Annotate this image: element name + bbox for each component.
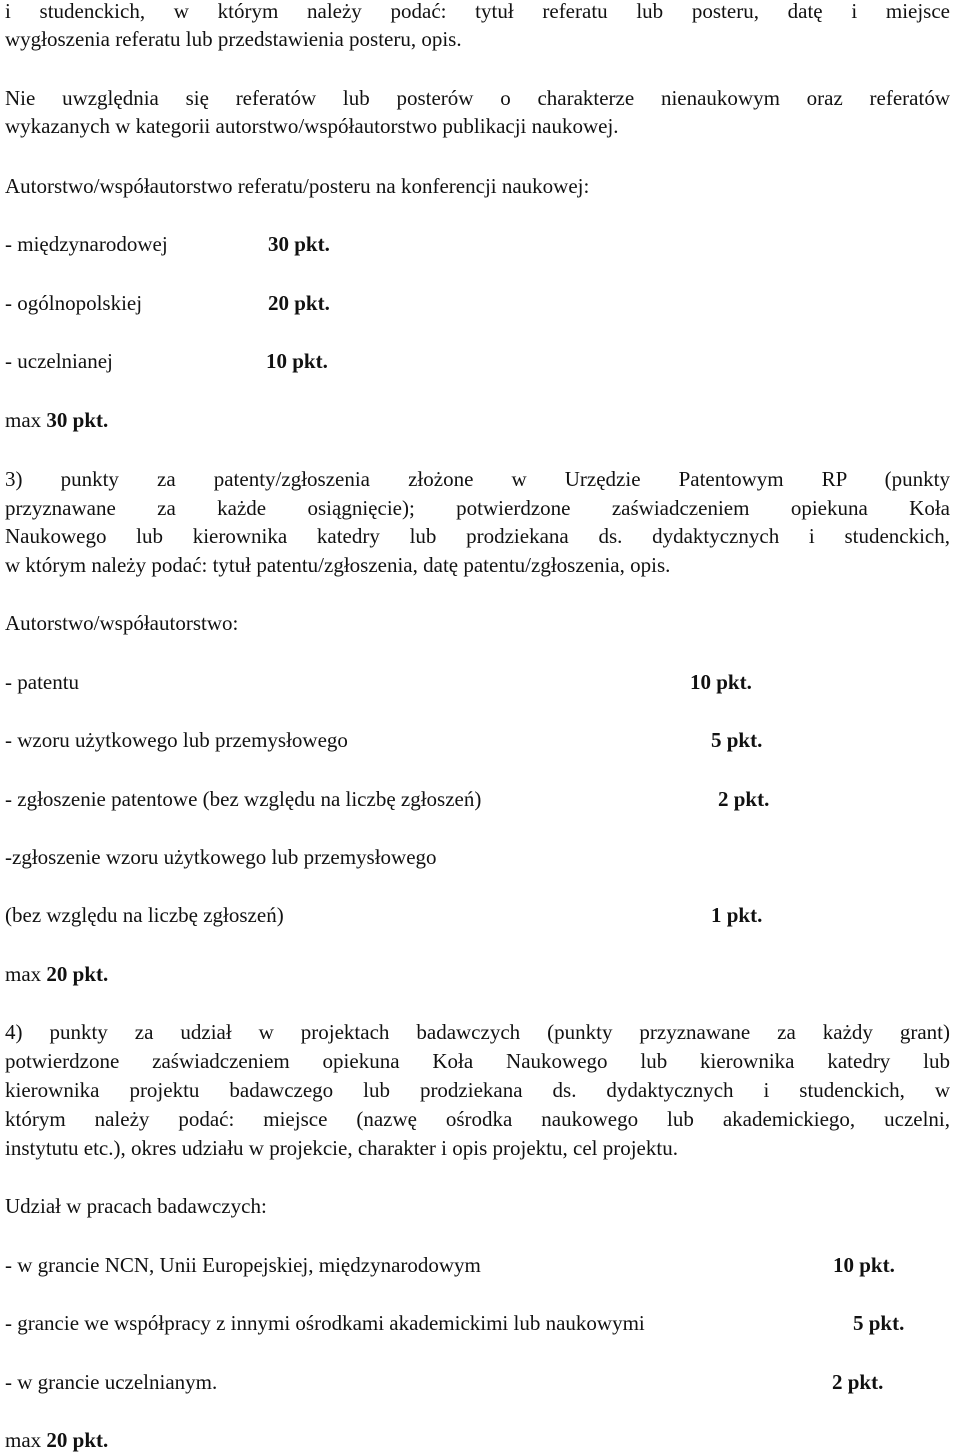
projects-para-line-1: 4) punkty za udział w projektach badawczych (punkty przyznawane za każdy grant) (5, 1020, 950, 1044)
intro-line-1: i studenckich, w którym należy podać: tytuł referatu lub posteru, datę i miejsce (5, 0, 950, 23)
intro-line-4: wykazanych w kategorii autorstwo/współautorstwo publikacji naukowej. (5, 114, 619, 138)
patents-item-label: - wzoru użytkowego lub przemysłowego (5, 728, 348, 752)
patents-para-line-1: 3) punkty za patenty/zgłoszenia złożone w Urzędzie Patentowym RP (punkty (5, 467, 950, 491)
conference-max (5, 406, 108, 434)
projects-item-label: - grancie we współpracy z innymi ośrodkami akademickimi lub naukowymi (5, 1311, 645, 1335)
max-label: max (5, 408, 42, 432)
projects-para-line-2: potwierdzone zaświadczeniem opiekuna Koła Naukowego lub kierownika katedry lub (5, 1049, 950, 1073)
patents-item-label: - patentu (5, 670, 80, 694)
patents-item-points: 1 pkt. (711, 903, 763, 927)
conference-item-points: 30 pkt. (268, 232, 330, 256)
patents-item-points: 10 pkt. (690, 670, 752, 694)
conference-item-label: - ogólnopolskiej (5, 291, 143, 315)
patents-max (5, 960, 108, 988)
projects-item-points: 10 pkt. (833, 1253, 895, 1277)
patents-para-line-3: Naukowego lub kierownika katedry lub prodziekana ds. dydaktycznych i studenckich, (5, 524, 950, 548)
projects-para-line-5: instytutu etc.), okres udziału w projekcie, charakter i opis projektu, cel projektu. (5, 1136, 678, 1160)
projects-item-label: - w grancie uczelnianym. (5, 1370, 218, 1394)
max-value: 20 pkt. (46, 962, 109, 986)
patents-item-label: -zgłoszenie wzoru użytkowego lub przemysłowego (5, 845, 437, 869)
patents-para-line-2: przyznawane za każde osiągnięcie); potwierdzone zaświadczeniem opiekuna Koła (5, 496, 950, 520)
intro-line-2: wygłoszenia referatu lub przedstawienia posteru, opis. (5, 27, 462, 51)
projects-item-points: 2 pkt. (832, 1370, 884, 1394)
max-label: max (5, 962, 42, 986)
max-value: 20 pkt. (46, 1428, 109, 1452)
projects-para-line-4: którym należy podać: miejsce (nazwę ośrodka naukowego lub akademickiego, uczelni, (5, 1107, 950, 1131)
intro-line-3: Nie uwzględnia się referatów lub posterów o charakterze nienaukowym oraz referatów (5, 86, 950, 110)
projects-max (5, 1426, 108, 1454)
patents-item-label: (bez względu na liczbę zgłoszeń) (5, 903, 284, 927)
conference-item-label: - uczelnianej (5, 349, 113, 373)
projects-heading: Udział w pracach badawczych: (5, 1194, 267, 1218)
conference-item-label: - międzynarodowej (5, 232, 168, 256)
patents-para-line-4: w którym należy podać: tytuł patentu/zgłoszenia, datę patentu/zgłoszenia, opis. (5, 553, 671, 577)
projects-item-label: - w grancie NCN, Unii Europejskiej, międzynarodowym (5, 1253, 481, 1277)
conference-item-points: 20 pkt. (268, 291, 330, 315)
patents-item-points: 5 pkt. (711, 728, 763, 752)
patents-item-points: 2 pkt. (718, 787, 770, 811)
patents-item-label: - zgłoszenie patentowe (bez względu na liczbę zgłoszeń) (5, 787, 482, 811)
conference-heading: Autorstwo/współautorstwo referatu/posteru na konferencji naukowej: (5, 174, 590, 198)
max-label: max (5, 1428, 42, 1452)
conference-item-points: 10 pkt. (266, 349, 328, 373)
projects-item-points: 5 pkt. (853, 1311, 905, 1335)
max-value: 30 pkt. (46, 408, 109, 432)
patents-heading: Autorstwo/współautorstwo: (5, 611, 239, 635)
projects-para-line-3: kierownika projektu badawczego lub prodziekana ds. dydaktycznych i studenckich, w (5, 1078, 950, 1102)
